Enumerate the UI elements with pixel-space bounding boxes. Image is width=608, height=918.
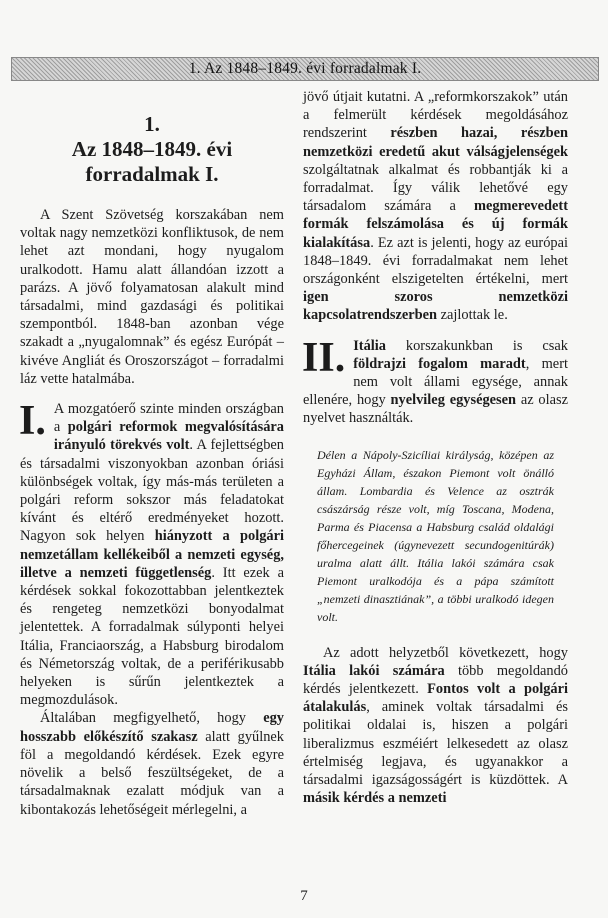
bold-run: polgári reformok megvalósítására irányuló törekvés volt	[53, 419, 284, 454]
text-run: jövő útjait kutatni. A „reformkorszakok” után a felmerült kérdések megoldásához rendszerint	[303, 89, 568, 142]
bold-run: részben hazai, részben nemzetközi eredetű akut válságjelenségek	[303, 125, 568, 160]
text-run: . Ez azt is jelenti, hogy az európai 1848–1849. évi forradalmakat nem lehet országonként elszigetelten értékelni, mert	[303, 234, 568, 288]
section-1-roman: I.	[19, 398, 46, 445]
bold-run: Fontos volt a polgári átalakulás	[303, 681, 568, 716]
bold-run: megmerevedett formák felszámolása és új formák kialakítása	[303, 198, 568, 251]
bold-run: hiányzott a polgári nemzetállam kellékeiből a nemzeti egység, illetve a nemzeti függetlenség	[20, 528, 284, 581]
bold-run: másik kérdés a nemzeti	[303, 790, 447, 807]
section-1-paragraph	[20, 400, 284, 709]
page-number: 7	[300, 888, 308, 904]
text-run: korszakunkban is csak	[385, 337, 568, 354]
right-column	[303, 88, 568, 807]
chapter-title: Az 1848–1849. évi forradalmak I.	[71, 137, 233, 186]
text-run: . Itt ezek a kérdések sokkal fokozottabban jelentkeztek és rengeteg nemzetközi bonyodalmat jelentettek. A forradalmak súlyponti helyei Itália, Franciaország, a Habsburg birodalom és Németország voltak, de a periférikusabb helyeken is sűrűn jelentkeztek a megmozdulások.	[20, 564, 284, 709]
continued-paragraph	[303, 88, 568, 325]
bold-run: földrajzi fogalom maradt	[353, 355, 526, 372]
bold-run: igen szoros nemzetközi kapcsolatrendszerben	[303, 289, 568, 324]
text-run: több megoldandó kérdés jelentkezett.	[303, 662, 568, 698]
paragraph-2	[20, 709, 284, 818]
bold-run: egy hosszabb előkészítő szakasz	[20, 710, 284, 745]
bold-run: nyelvileg egységesen	[390, 392, 517, 409]
running-title: 1. Az 1848–1849. évi forradalmak I.	[188, 60, 422, 77]
text-run: zajlottak le.	[437, 307, 508, 324]
text-run: , aminek voltak társadalmi és politikai oldalai is, hiszen a polgári liberalizmus eszméiért lelkesedett az olasz értelmiség legjava, és ugyanakkor a társadalmi igazságosságért is küzdöttek. A	[303, 699, 568, 789]
section-2-paragraph	[302, 334, 569, 428]
chapter-number: 1.	[144, 112, 160, 136]
section-2-roman: II.	[302, 334, 346, 381]
bold-run: Itália lakói számára	[303, 662, 445, 679]
text-run: alatt gyűlnek föl a megoldandó kérdések. Ezek egyre növelik a belső feszültségeket, de a társadalmaknak ezalatt módjuk van a kibontakozás lehetőségeit mérlegelni, a	[20, 728, 285, 818]
running-header	[11, 57, 599, 81]
text-run: , mert nem volt állami egysége, annak ellenére, hogy	[303, 355, 568, 409]
text-run: . A fejlettségben és társadalmi viszonyokban azonban óriási különbségek voltak, így más-más területen a polgári reform sokszor más feladatokat kívánt és eltérő eredményeket hozott. Nagyon sok helyen	[20, 437, 284, 545]
text-run: az olasz nyelvet használták.	[303, 392, 569, 427]
left-column	[20, 112, 284, 819]
text-run: szolgáltatnak alkalmat és robbantják ki a forradalmat. Így válik lehetővé egy társadalom számára a	[303, 161, 568, 215]
intro-paragraph: A Szent Szövetség korszakában nem voltak nagy nemzetközi konfliktusok, de nem lehet azt mondani, hogy nyugalom uralkodott. Hamu alatt állandóan izzott a parázs. A jövő folyamatosan alakult mind társadalmi, mind gazdasági és politikai szempontból. 1848-ban azonban vége szakadt a „nyugalomnak” és egész Európát – kivéve Angliát és Oroszországot – forradalmi láz vette hatalmába.	[20, 207, 284, 387]
chapter-heading	[20, 112, 284, 187]
italic-note: Délen a Nápoly-Szicíliai királyság, középen az Egyházi Állam, északon Piemont volt önálló állam. Lombardia és Velence az osztrák császárság része volt, míg Toscana, Modena, Parma és Piacensa a Habsburg család oldalági főhercegeinek (úgynevezett secundogenitúrák) uralma alatt állt. Itália lakói számára csak Piemont uralkodója és a pápa számított „nemzeti dinasztiának”, a többi uralkodó idegen volt.	[317, 447, 554, 624]
text-run: Az adott helyzetből következett, hogy	[323, 644, 568, 661]
bold-run: Itália	[353, 337, 386, 354]
text-run: A mozgatóerő szinte minden országban a	[53, 401, 284, 436]
paragraph-3	[303, 644, 568, 808]
text-run: Általában megfigyelhető, hogy	[40, 710, 264, 727]
